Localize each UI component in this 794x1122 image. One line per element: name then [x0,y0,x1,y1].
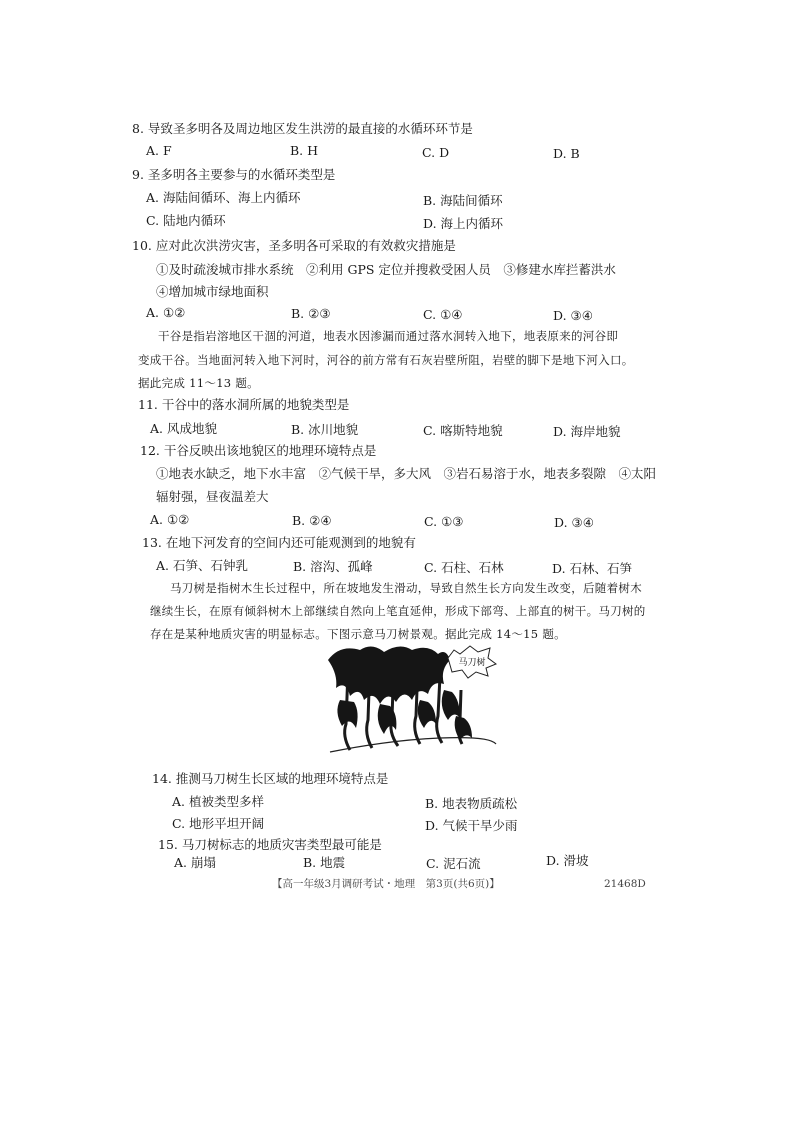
q13-option-d: D. 石林、石笋 [552,561,633,576]
q10-option-b: B. ②③ [291,306,331,321]
q11-option-c: C. 喀斯特地貌 [423,423,503,438]
saber-tree-figure [320,640,500,760]
q13-option-a: A. 石笋、石钟乳 [156,558,248,573]
passage2-line3: 存在是某种地质灾害的明显标志。下图示意马刀树景观。据此完成 14～15 题。 [150,627,566,641]
q12-items-line1: ①地表水缺乏，地下水丰富 ②气候干旱，多大风 ③岩石易溶于水，地表多裂隙 ④太阳 [156,466,657,481]
q10-items-line2: ④增加城市绿地面积 [156,284,269,299]
q9-stem: 9. 圣多明各主要参与的水循环类型是 [132,167,336,182]
q15-option-d: D. 滑坡 [546,853,589,868]
passage2-line2: 继续生长，在原有倾斜树木上部继续自然向上笔直延伸，形成下部弯、上部直的树干。马刀树的 [150,604,646,618]
passage1-line2: 变成干谷。当地面河转入地下河时，河谷的前方常有石灰岩壁所阻，岩壁的脚下是地下河入口。 [138,353,634,367]
q10-stem: 10. 应对此次洪涝灾害，圣多明各可采取的有效救灾措施是 [132,238,456,253]
q9-option-d: D. 海上内循环 [423,216,504,231]
q11-option-a: A. 风成地貌 [150,421,217,436]
footer-code: 21468D [604,878,646,890]
q12-option-a: A. ①② [150,512,190,527]
q12-option-b: B. ②④ [292,513,332,528]
q9-option-a: A. 海陆间循环、海上内循环 [146,190,301,205]
q8-stem: 8. 导致圣多明各及周边地区发生洪涝的最直接的水循环环节是 [132,121,473,136]
footer-title: 【高一年级3月调研考试・地理 第3页(共6页)】 [272,878,500,890]
q9-option-b: B. 海陆间循环 [423,193,503,208]
passage1-line1: 干谷是指岩溶地区干涸的河道，地表水因渗漏而通过落水洞转入地下，地表原来的河谷即 [158,329,619,343]
q15-stem: 15. 马刀树标志的地质灾害类型最可能是 [158,837,382,852]
q12-items-line2: 辐射强，昼夜温差大 [156,489,269,504]
q12-option-d: D. ③④ [554,515,594,530]
slope-line [330,738,496,752]
q8-option-a: A. F [146,143,172,158]
q11-option-d: D. 海岸地貌 [553,424,621,439]
q13-stem: 13. 在地下河发育的空间内还可能观测到的地貌有 [142,535,416,550]
q15-option-a: A. 崩塌 [174,855,216,870]
q12-option-c: C. ①③ [424,514,464,529]
q10-items-line1: ①及时疏浚城市排水系统 ②利用 GPS 定位并搜救受困人员 ③修建水库拦蓄洪水 [156,262,616,277]
q9-option-c: C. 陆地内循环 [146,213,226,228]
q8-option-b: B. H [290,143,319,158]
q10-option-d: D. ③④ [553,308,593,323]
q8-option-d: D. B [553,146,580,161]
q15-option-c: C. 泥石流 [426,856,481,871]
q12-stem: 12. 干谷反映出该地貌区的地理环境特点是 [140,443,377,458]
q14-option-b: B. 地表物质疏松 [425,796,518,811]
q14-option-a: A. 植被类型多样 [172,794,264,809]
figure-label: 马刀树 [458,658,486,668]
passage1-line3: 据此完成 11～13 题。 [138,376,259,390]
q10-option-c: C. ①④ [423,307,463,322]
q13-option-c: C. 石柱、石林 [424,560,504,575]
q8-option-c: C. D [422,145,450,160]
q15-option-b: B. 地震 [303,855,346,870]
q14-option-c: C. 地形平坦开阔 [172,816,265,831]
q14-option-d: D. 气候干旱少雨 [425,818,518,833]
passage2-line1: 马刀树是指树木生长过程中，所在坡地发生滑动，导致自然生长方向发生改变，后随着树木 [170,581,642,595]
q14-stem: 14. 推测马刀树生长区域的地理环境特点是 [152,771,389,786]
q13-option-b: B. 溶沟、孤峰 [293,559,373,574]
q10-option-a: A. ①② [146,305,186,320]
q11-option-b: B. 冰川地貌 [291,422,359,437]
q11-stem: 11. 干谷中的落水洞所属的地貌类型是 [138,397,350,412]
